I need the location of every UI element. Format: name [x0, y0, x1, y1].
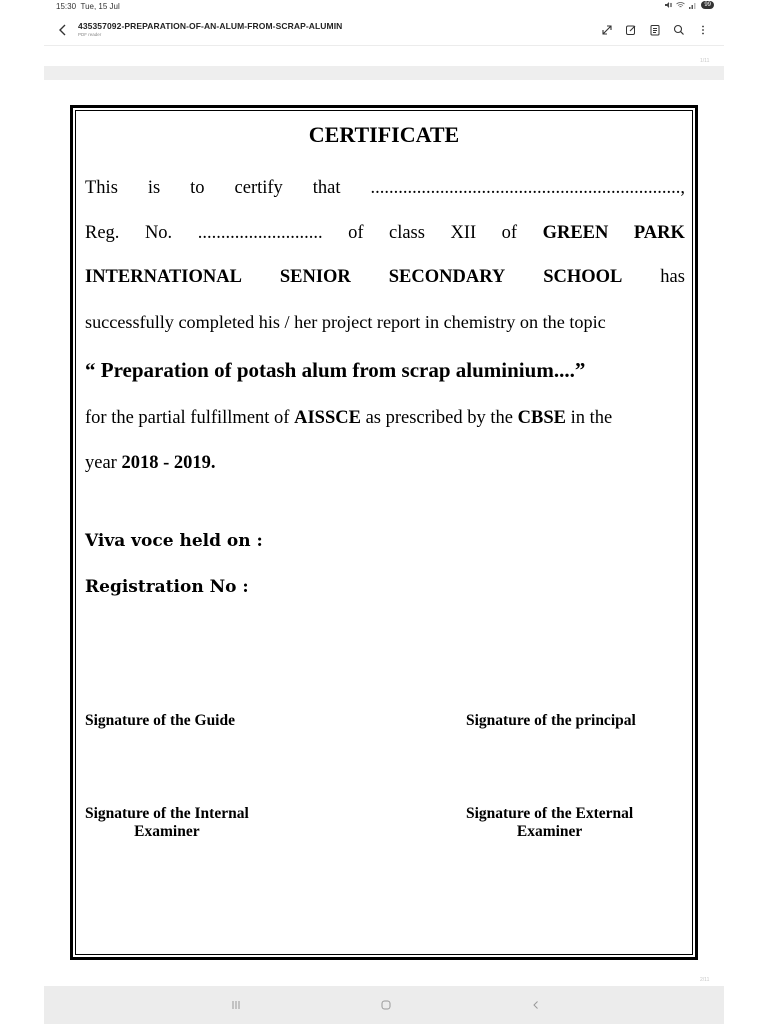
- word: of: [501, 223, 518, 243]
- word: certify: [234, 178, 283, 198]
- school-word: SCHOOL: [543, 267, 623, 287]
- viva-voce-label: Viva voce held on :: [85, 531, 263, 551]
- navigation-bar: [44, 986, 724, 1024]
- page-indicator-bottom: 2/11: [700, 977, 710, 983]
- board-name: CBSE: [517, 408, 566, 428]
- search-icon[interactable]: [672, 23, 686, 37]
- completion-line: successfully completed his / her project report in chemistry on the topic: [85, 312, 606, 332]
- school-word: INTERNATIONAL: [85, 267, 242, 287]
- signature-line: Signature of the Internal: [85, 805, 249, 822]
- signature-guide: Signature of the Guide: [85, 712, 235, 729]
- signature-external-examiner: [466, 805, 633, 841]
- school-word: SENIOR: [279, 267, 351, 287]
- status-bar: [0, 0, 768, 14]
- word: that: [312, 178, 341, 198]
- certificate-title: CERTIFICATE: [308, 122, 460, 147]
- more-icon[interactable]: [696, 23, 710, 37]
- document-title: 435357092-PREPARATION-OF-AN-ALUM-FROM-SCRAP-ALUMIN: [78, 21, 343, 31]
- word: XII: [450, 223, 477, 243]
- status-clock: 15:30: [56, 2, 77, 11]
- fulfillment-line: [85, 408, 685, 429]
- word: Reg.: [85, 223, 120, 243]
- school-word: PARK: [633, 223, 685, 243]
- word: to: [190, 178, 205, 198]
- document-subtitle: PDF reader: [78, 32, 102, 37]
- back-button[interactable]: [521, 996, 551, 1014]
- certificate-page: [70, 105, 698, 960]
- signal-icon: [689, 1, 697, 9]
- back-arrow-icon[interactable]: [56, 22, 70, 38]
- text: year: [85, 453, 117, 473]
- project-topic: “ Preparation of potash alum from scrap aluminium....”: [85, 358, 586, 382]
- school-word: SECONDARY: [388, 267, 506, 287]
- status-time: [56, 2, 120, 11]
- status-icons: [664, 1, 714, 9]
- word: of: [348, 223, 364, 243]
- word: No.: [144, 223, 173, 243]
- name-blank: ...................................................................,: [370, 178, 685, 198]
- exam-name: AISSCE: [294, 408, 361, 428]
- toolbar: [600, 23, 710, 37]
- text: in the: [570, 408, 613, 428]
- app-bar: [44, 14, 724, 46]
- school-word: GREEN: [542, 223, 609, 243]
- wifi-icon: [676, 1, 685, 9]
- expand-icon[interactable]: [600, 23, 614, 37]
- notes-icon[interactable]: [648, 23, 662, 37]
- signature-line: Examiner: [134, 823, 200, 840]
- certify-line: [85, 178, 685, 199]
- back-icon: [530, 1000, 542, 1010]
- page-indicator-top: 1/11: [700, 58, 710, 64]
- mute-icon: [664, 1, 672, 9]
- text: as prescribed by the: [365, 408, 513, 428]
- academic-year: 2018 - 2019.: [121, 453, 216, 473]
- signature-principal: Signature of the principal: [466, 712, 636, 729]
- home-icon: [380, 1000, 392, 1010]
- home-button[interactable]: [371, 996, 401, 1014]
- recent-apps-button[interactable]: [221, 996, 251, 1014]
- recent-apps-icon: [230, 1000, 242, 1010]
- signature-internal-examiner: [85, 805, 249, 841]
- word: This: [85, 178, 118, 198]
- word: class: [388, 223, 425, 243]
- word: has: [660, 267, 685, 287]
- edit-icon[interactable]: [624, 23, 638, 37]
- school-line: [85, 267, 685, 288]
- previous-page-edge: [44, 66, 724, 80]
- year-line: [85, 453, 685, 474]
- word: is: [147, 178, 161, 198]
- signature-line: Examiner: [516, 823, 583, 840]
- signature-line: Signature of the External: [466, 805, 634, 822]
- reg-blank: ...........................: [197, 223, 323, 243]
- text: for the partial fulfillment of: [85, 408, 290, 428]
- battery-indicator: 99: [701, 1, 714, 9]
- status-date: Tue, 15 Jul: [80, 2, 120, 11]
- registration-label: Registration No :: [85, 577, 249, 597]
- reg-line: [85, 223, 685, 244]
